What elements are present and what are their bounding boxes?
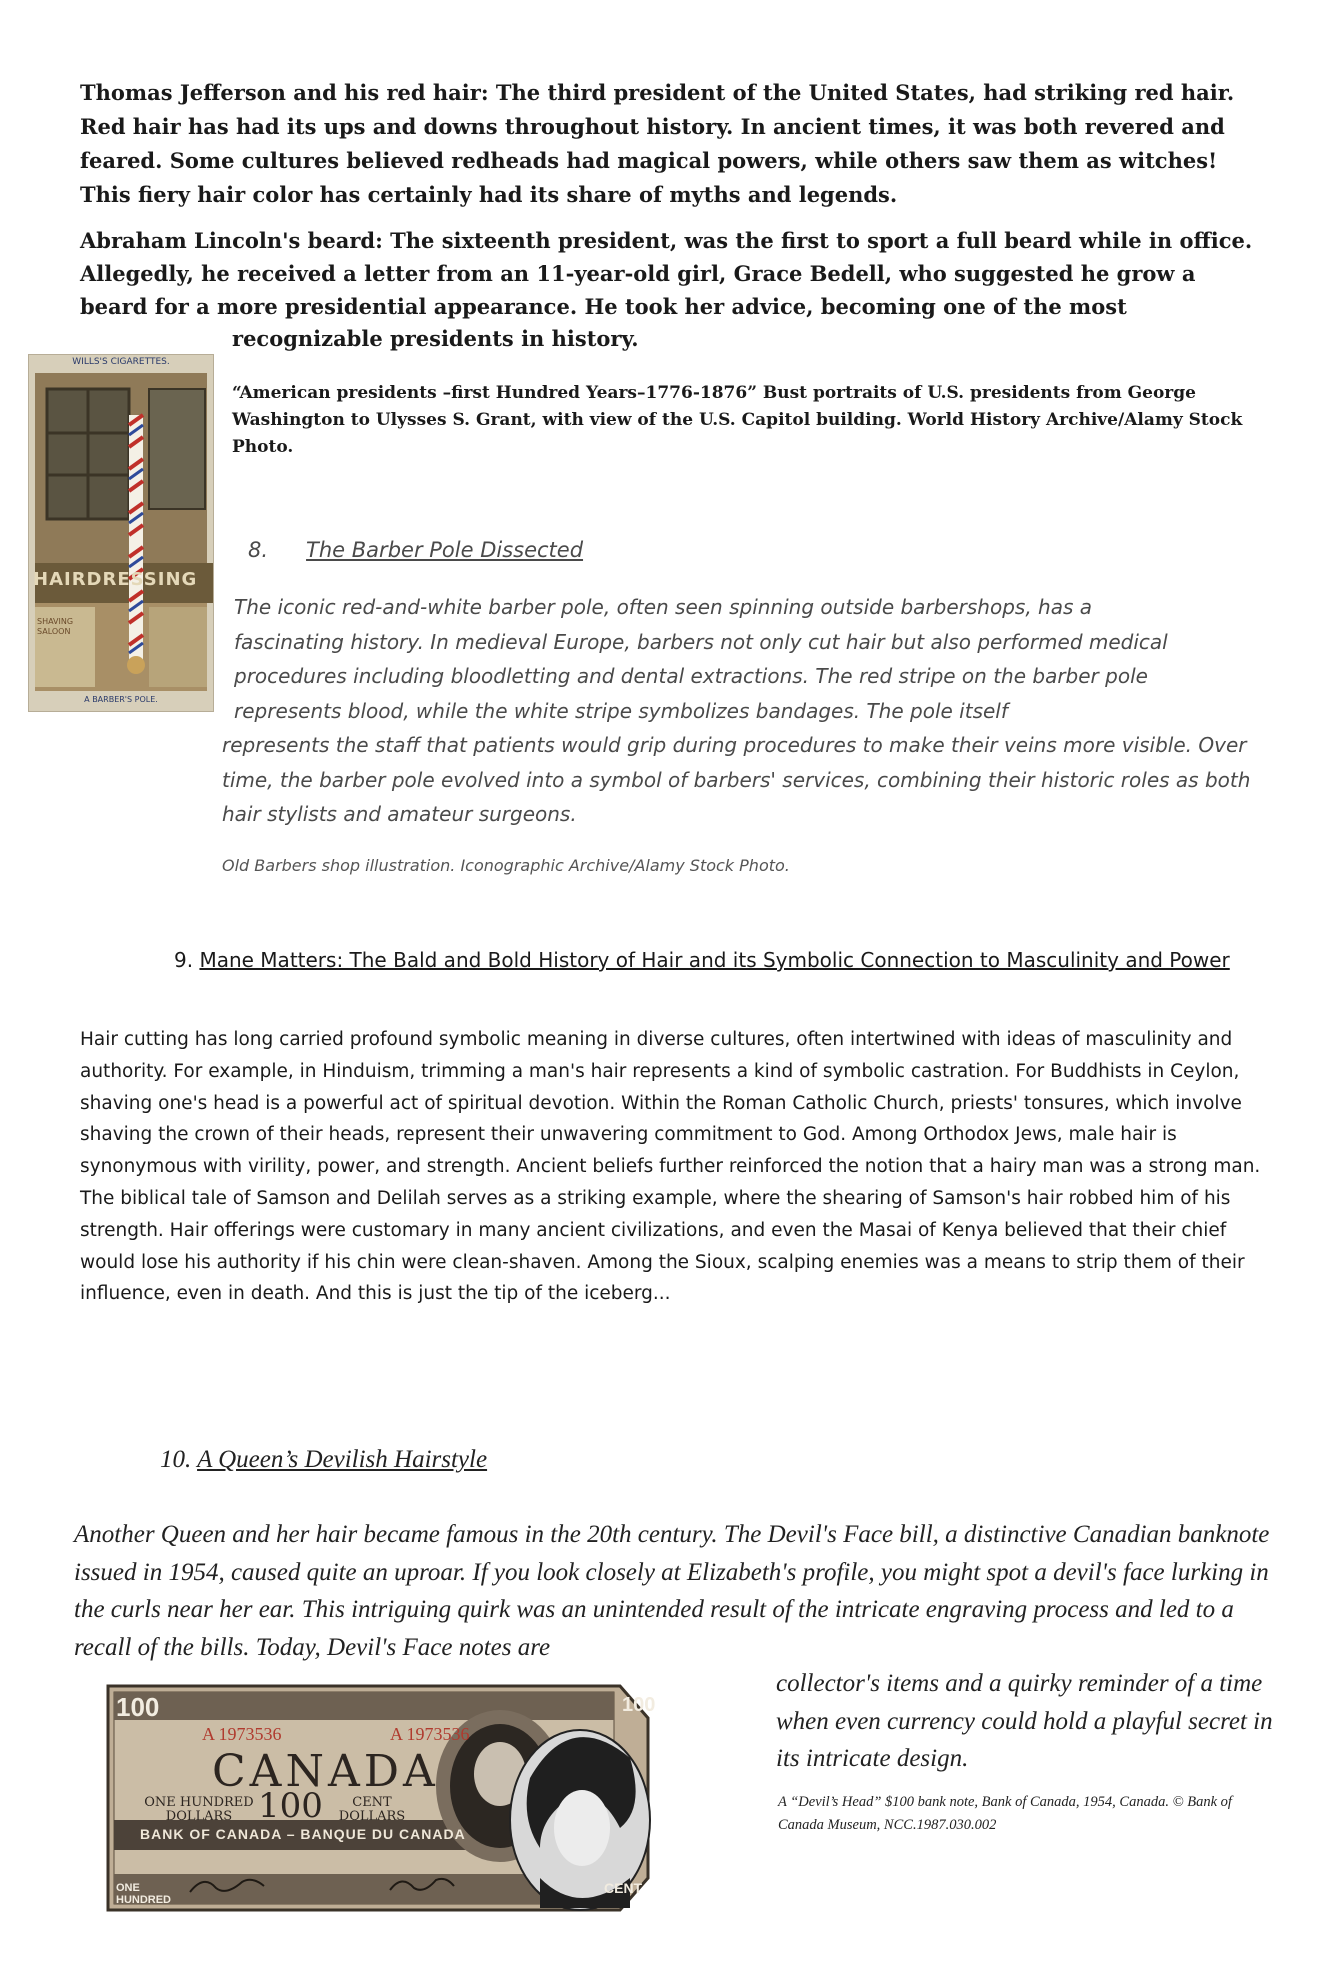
- card-top-label: WILLS'S CIGARETTES.: [72, 357, 170, 367]
- section10-title: A Queen’s Devilish Hairstyle: [197, 1446, 488, 1473]
- section9-paragraph: Hair cutting has long carried profound symbolic meaning in diverse cultures, often intertwined with ideas of masculinity and authority. For example, in Hinduism, trimming a man's hair represents a kind of symbolic castration. For Buddhists in Ceylon, shaving one's head is a powerful act of spiritual devotion. Within the Roman Catholic Church, priests' tonsures, which involve shaving the crown of their heads, represent their unwavering commitment to God. Among Orthodox Jews, male hair is synonymous with virility, power, and strength. Ancient beliefs further reinforced the notion that a hairy man was a strong man. The biblical tale of Samson and Delilah serves as a striking example, where the shearing of Samson's hair robbed him of his strength. Hair offerings were customary in many ancient civilizations, and even the Masai of Kenya believed that their chief would lose his authority if his chin were clean-shaven. Among the Sioux, scalping enemies was a means to strip them of their influence, even in death. And this is just the tip of the iceberg...: [80, 1029, 1261, 1305]
- section10-paragraph-end: collector's items and a quirky reminder of a time when even currency could hold a playful secret in its intricate design.: [776, 1670, 1273, 1772]
- banknote-bottom-left: ONE HUNDRED: [116, 1882, 171, 1906]
- section10-number: 10.: [160, 1446, 192, 1473]
- section8-heading: [248, 538, 583, 562]
- banknote-serial-right: A 1973536: [390, 1724, 470, 1744]
- barber-shop-illustration: [28, 354, 214, 712]
- banknote-corner-denomination: 100: [116, 1692, 160, 1722]
- jefferson-paragraph: Thomas Jefferson and his red hair: The third president of the United States, had striking red hair. Red hair has had its ups and downs throughout history. In ancient times, it was both revered and feared. Some cultures believed redheads had magical powers, while others saw them as witches! This fiery hair color has certainly had its share of myths and legends.: [80, 80, 1235, 207]
- banknote-serial-left: A 1973536: [202, 1724, 282, 1744]
- section9-heading: [174, 944, 1234, 976]
- presidents-caption: “American presidents –first Hundred Years–1776-1876” Bust portraits of U.S. presidents from George Washington to Ulysses S. Grant, with view of the U.S. Capitol building. World History Archive/Alamy Stock Photo.: [232, 383, 1243, 457]
- card-bottom-label: A BARBER'S POLE.: [84, 695, 158, 704]
- section9-number: 9.: [174, 948, 194, 972]
- section10-heading: [160, 1446, 487, 1474]
- section8-title: The Barber Pole Dissected: [306, 538, 584, 562]
- card-sign-text: HAIRDRESSING: [33, 569, 198, 590]
- section8-paragraph: The iconic red-and-white barber pole, often seen spinning outside barbershops, has a fascinating history. In medieval Europe, barbers not only cut hair but also performed medical procedures including bloodletting and dental extractions. The red stripe on the barber pole represents blood, while the white stripe symbolizes bandages. The pole itself: [234, 595, 1168, 723]
- banknote-value-left: ONE HUNDRED DOLLARS: [144, 1795, 254, 1824]
- section10-paragraph: Another Queen and her hair became famous in the 20th century. The Devil's Face bill, a distinctive Canadian banknote issued in 1954, caused quite an uproar. If you look closely at Elizabeth's profile, you might spot a devil's face lurking in the curls near her ear. This intriguing quirk was an unintended result of the intricate engraving process and led to a recall of the bills. Today, Devil's Face notes are: [74, 1521, 1270, 1661]
- banknote-corner-right: CENT: [604, 1880, 643, 1896]
- section8-caption: Old Barbers shop illustration. Iconographic Archive/Alamy Stock Photo.: [222, 856, 790, 875]
- section8-paragraph-end: represents the staff that patients would grip during procedures to make their veins more visible. Over time, the barber pole evolved into a symbol of barbers' services, combining their historic roles as both hair stylists and amateur surgeons.: [222, 733, 1251, 827]
- banknote-value-right: CENT DOLLARS: [338, 1795, 406, 1824]
- section9-title: Mane Matters: The Bald and Bold History of Hair and its Symbolic Connection to Masculinity and Power: [199, 948, 1230, 972]
- banknote-corner-denomination-right: 100: [622, 1694, 656, 1716]
- banknote-bank-name: BANK OF CANADA – BANQUE DU CANADA: [140, 1826, 466, 1842]
- banknote-caption: A “Devil’s Head” $100 bank note, Bank of Canada, 1954, Canada. © Bank of Canada Museum, NCC.1987.030.002: [778, 1794, 1232, 1833]
- section8-number: 8.: [248, 538, 269, 562]
- banknote-country: CANADA: [212, 1746, 439, 1797]
- devils-face-banknote: [100, 1678, 658, 1918]
- card-window-text: SHAVING SALOON: [37, 617, 74, 636]
- barber-shop-drawing: [29, 355, 213, 711]
- lincoln-paragraph: Abraham Lincoln's beard: The sixteenth president, was the first to sport a full beard while in office. Allegedly, he received a letter from an 11-year-old girl, Grace Bedell, who suggested he grow a beard for a more presidential appearance. He took her advice, becoming one of the most: [80, 228, 1253, 319]
- lincoln-paragraph-end: recognizable presidents in history.: [232, 326, 639, 351]
- banknote-value-center: 100: [258, 1786, 323, 1826]
